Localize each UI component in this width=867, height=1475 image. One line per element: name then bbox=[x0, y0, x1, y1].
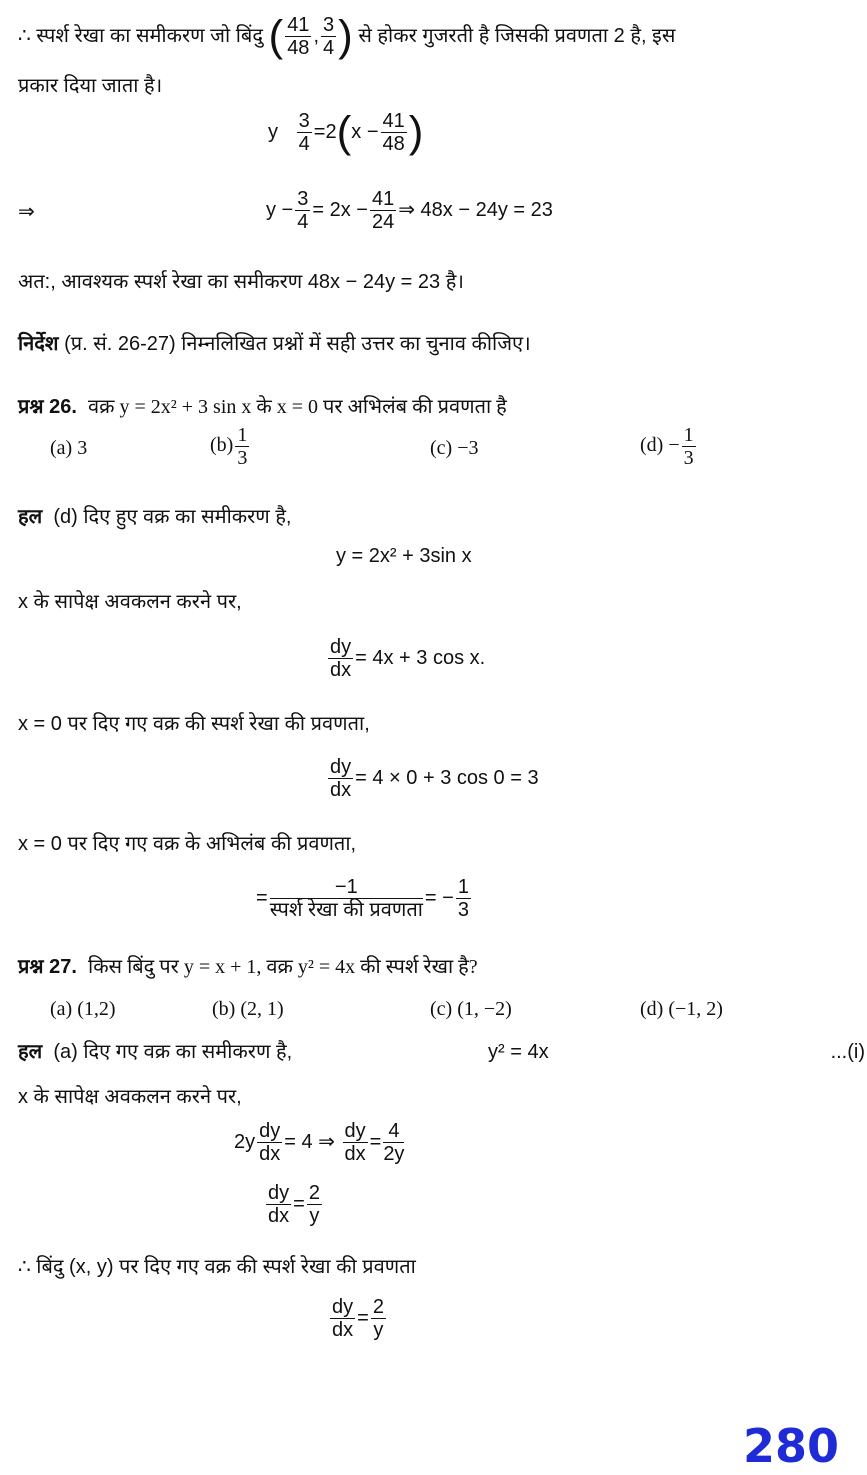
equation: y² = 4x bbox=[488, 1041, 549, 1063]
equation: $\frac{dy}{dx}$ = 4 × 0 + 3 cos 0 = 3 bbox=[330, 756, 539, 801]
text: ∴ बिंदु (x, y) पर दिए गए वक्र की स्पर्श रेखा की प्रवणता bbox=[18, 1256, 416, 1278]
option-d: (d) (−1, 2) bbox=[640, 998, 723, 1020]
equation: = $\frac{-1}{\text{स्पर्श रेखा की प्रवणता}}$ = − $\frac{1}{3}$ bbox=[256, 876, 469, 921]
text: से होकर गुजरती है जिसकी प्रवणता 2 है, इस bbox=[358, 24, 676, 47]
fraction: $\frac{41}{48}$ bbox=[287, 14, 310, 59]
equation: 2y $\frac{dy}{dx}$ = 4 ⇒ $\frac{dy}{dx}$ = $\frac{4}{2y}$ bbox=[234, 1120, 405, 1165]
paragraph-line: ∴ स्पर्श रेखा का समीकरण जो बिंदु ( $\frac{41}{48}$ , $\frac{3}{4}$ ) से होकर गुजरती है जिसकी प्रवणता 2 है, इस bbox=[18, 11, 676, 61]
equation: $\frac{dy}{dx}$ = $\frac{2}{y}$ bbox=[268, 1182, 320, 1227]
text: x के सापेक्ष अवकलन करने पर, bbox=[18, 591, 242, 613]
solution-27: हल (a) दिए गए वक्र का समीकरण है, bbox=[18, 1041, 293, 1063]
page-number: 280 bbox=[742, 1419, 839, 1473]
fraction: $\frac{3}{4}$ bbox=[323, 14, 335, 59]
text: x = 0 पर दिए गए वक्र के अभिलंब की प्रवणता, bbox=[18, 833, 357, 855]
conclusion: अत:, आवश्यक स्पर्श रेखा का समीकरण 48x − 24y = 23 है। bbox=[18, 271, 464, 293]
solution-26: हल (d) दिए हुए वक्र का समीकरण है, bbox=[18, 506, 292, 528]
option-b: (b) (2, 1) bbox=[212, 998, 284, 1020]
directions: निर्देश (प्र. सं. 26-27) निम्नलिखित प्रश्नों में सही उत्तर का चुनाव कीजिए। bbox=[18, 333, 531, 355]
paragraph-line: प्रकार दिया जाता है। bbox=[18, 75, 163, 97]
option-a: (a) (1,2) bbox=[50, 998, 116, 1020]
equation: y = 2x² + 3sin x bbox=[336, 545, 472, 567]
question-26: प्रश्न 26. वक्र y = 2x² + 3 sin x के x = 0 पर अभिलंब की प्रवणता है bbox=[18, 396, 507, 418]
equation-tag: ...(i) bbox=[830, 1041, 865, 1063]
text: ∴ स्पर्श रेखा का समीकरण जो बिंदु bbox=[18, 24, 263, 47]
option-a: (a) 3 bbox=[50, 437, 88, 459]
implies-arrow: ⇒ bbox=[18, 201, 35, 223]
option-c: (c) −3 bbox=[430, 437, 479, 459]
option-d: (d) − $\frac{1}{3}$ bbox=[640, 424, 694, 469]
option-b: (b) $\frac{1}{3}$ bbox=[210, 424, 248, 469]
equation: $\frac{dy}{dx}$ = 4x + 3 cos x. bbox=[330, 636, 486, 681]
text: x = 0 पर दिए गए वक्र की स्पर्श रेखा की प्रवणता, bbox=[18, 713, 370, 735]
question-27: प्रश्न 27. किस बिंदु पर y = x + 1, वक्र y² = 4x की स्पर्श रेखा है? bbox=[18, 956, 478, 978]
text: x के सापेक्ष अवकलन करने पर, bbox=[18, 1086, 242, 1108]
paren: ( bbox=[268, 11, 284, 61]
option-c: (c) (1, −2) bbox=[430, 998, 512, 1020]
equation: y − $\frac{3}{4}$ = 2x − $\frac{41}{24}$ ⇒ 48x − 24y = 23 bbox=[266, 188, 553, 233]
equation: y $\frac{3}{4}$ =2(x − $\frac{41}{48}$ ) bbox=[268, 107, 424, 157]
equation: $\frac{dy}{dx}$ = $\frac{2}{y}$ bbox=[332, 1296, 384, 1341]
